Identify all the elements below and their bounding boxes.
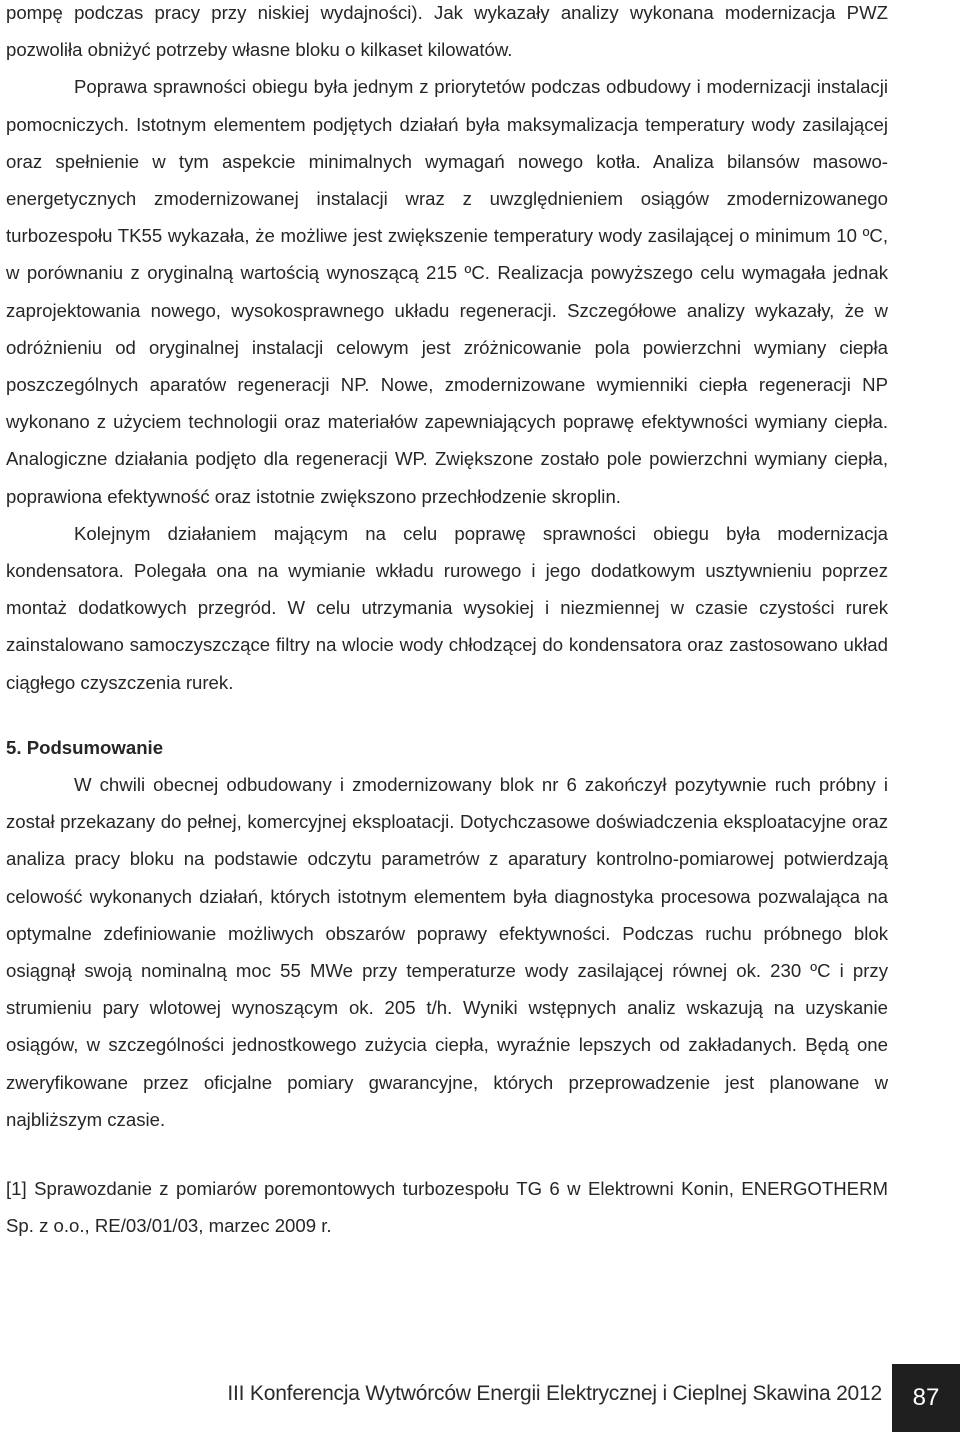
reference-entry: [1] Sprawozdanie z pomiarów poremontowych turbozespołu TG 6 w Elektrowni Konin, ENERGOTHERM Sp. z o.o., RE/03/01/03, marzec 2009 r. <box>6 1178 888 1237</box>
section-heading <box>6 729 888 766</box>
paragraph-cycle-efficiency: Poprawa sprawności obiegu była jednym z priorytetów podczas odbudowy i modernizacji instalacji pomocniczych. Istotnym elementem podjętych działań była maksymalizacja temperatury wody zasilającej oraz spełnienie w tym aspekcie minimalnych wymagań nowego kotła. Analiza bilansów masowo-energetycznych zmodernizowanej instalacji wraz z uwzględnieniem osiągów zmodernizowanego turbozespołu TK55 wykazała, że możliwe jest zwiększenie temperatury wody zasilającej o minimum 10 ºC, w porównaniu z oryginalną wartością wynoszącą 215 ºC. Realizacja powyższego celu wymagała jednak zaprojektowania nowego, wysokosprawnego układu regeneracji. Szczegółowe analizy wykazały, że w odróżnieniu od oryginalnej instalacji celowym jest zróżnicowanie pola powierzchni wymiany ciepła poszczególnych aparatów regeneracji NP. Nowe, zmodernizowane wymienniki ciepła regeneracji NP wykonano z użyciem technologii oraz materiałów zapewniających poprawę efektywności wymiany ciepła. Analogiczne działania podjęto dla regeneracji WP. Zwiększone zostało pole powierzchni wymiany ciepła, poprawiona efektywność oraz istotnie zwiększono przechłodzenie skroplin. <box>6 76 888 507</box>
page-number-box <box>892 1364 960 1432</box>
paragraph-summary: W chwili obecnej odbudowany i zmodernizowany blok nr 6 zakończył pozytywnie ruch próbny i został przekazany do pełnej, komercyjnej eksploatacji. Dotychczasowe doświadczenia eksploatacyjne oraz analiza pracy bloku na podstawie odczytu parametrów z aparatury kontrolno-pomiarowej potwierdzają celowość wykonanych działań, których istotnym elementem była diagnostyka procesowa pozwalająca na optymalne zdefiniowanie możliwych obszarów poprawy efektywności. Podczas ruchu próbnego blok osiągnął swoją nominalną moc 55 MWe przy temperaturze wody zasilającej równej ok. 230 ºC i przy strumieniu pary wlotowej wynoszącym ok. 205 t/h. Wyniki wstępnych analiz wskazują na uzyskanie osiągów, w szczególności jednostkowego zużycia ciepła, wyraźnie lepszych od zakładanych. Będą one zweryfikowane przez oficjalne pomiary gwarancyjne, których przeprowadzenie jest planowane w najbliższym czasie. <box>6 774 888 1130</box>
section-number: 5. <box>6 736 22 758</box>
paragraph-condenser: Kolejnym działaniem mającym na celu poprawę sprawności obiegu była modernizacja kondensatora. Polegała ona na wymianie wkładu rurowego i jego dodatkowym usztywnieniu poprzez montaż dodatkowych przegród. W celu utrzymania wysokiej i niezmiennej w czasie czystości rurek zainstalowano samoczyszczące filtry na wlocie wody chłodzącej do kondensatora oraz zastosowano układ ciągłego czyszczenia rurek. <box>6 522 888 693</box>
page-footer <box>0 1364 960 1432</box>
document-body <box>6 0 888 1245</box>
paragraph-continuation: pompę podczas pracy przy niskiej wydajności). Jak wykazały analizy wykonana modernizacja PWZ pozwoliła obniżyć potrzeby własne bloku o kilkaset kilowatów. <box>6 2 888 61</box>
section-title: Podsumowanie <box>26 736 164 758</box>
page-number: 87 <box>912 1384 940 1411</box>
footer-conference-title: III Konferencja Wytwórców Energii Elektrycznej i Cieplnej Skawina 2012 <box>227 1382 882 1405</box>
